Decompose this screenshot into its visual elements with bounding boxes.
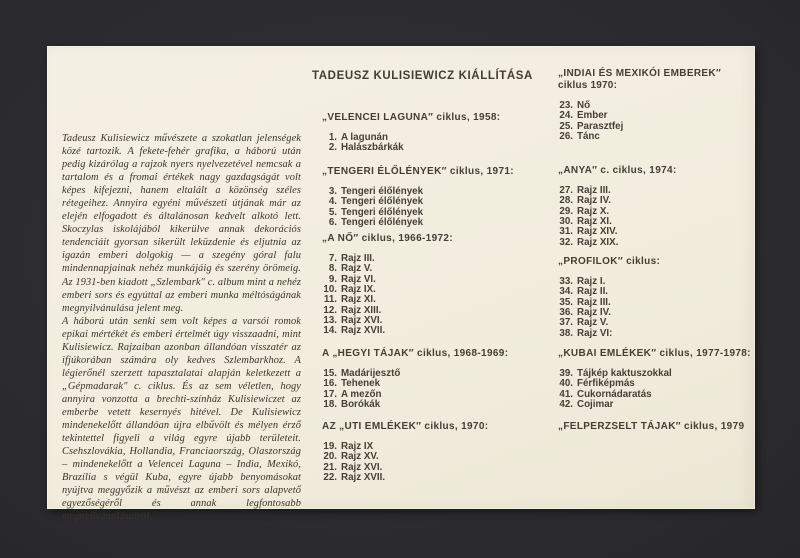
work-number: 28.	[559, 195, 573, 207]
series-heading: „INDIAI ÉS MEXIKÓI EMBEREK″	[558, 68, 722, 79]
work-title: Parasztfej	[577, 120, 624, 132]
work-series-section	[558, 421, 764, 442]
work-title: Tájkép kaktuszokkal	[577, 368, 672, 379]
work-number: 13.	[323, 315, 337, 327]
work-number: 41.	[559, 388, 573, 400]
work-title: Rajz I.	[577, 276, 606, 287]
work-number: 15.	[323, 368, 337, 379]
work-number: 23.	[559, 100, 573, 111]
work-title: Cukornádaratás	[577, 388, 652, 400]
work-series-section	[322, 112, 532, 154]
work-list	[558, 369, 764, 410]
series-heading: „PROFILOK″ ciklus:	[558, 256, 661, 267]
work-item	[558, 132, 764, 142]
work-series-section	[322, 233, 532, 337]
work-number: 4.	[328, 196, 337, 208]
work-number: 14.	[323, 325, 337, 337]
work-number: 25.	[559, 120, 573, 132]
work-title: Rajz XVII.	[341, 472, 386, 484]
work-number: 16.	[323, 378, 337, 390]
work-title: Tengeri élőlények	[341, 186, 424, 197]
series-heading: „VELENCEI LAGUNA″ ciklus, 1958:	[322, 112, 501, 123]
work-title: A lagunán	[341, 132, 388, 143]
work-number: 33.	[559, 276, 573, 287]
work-number: 5.	[328, 206, 337, 218]
work-series-section	[558, 256, 764, 339]
work-title: Tengeri élőlények	[341, 217, 424, 229]
series-heading-line2: ciklus 1970:	[558, 80, 618, 91]
work-series-section	[322, 348, 532, 410]
work-number: 1.	[328, 132, 337, 143]
work-title: Rajz XVI.	[341, 315, 383, 327]
work-item	[322, 400, 532, 410]
work-title: Rajz XV.	[341, 451, 379, 463]
essay-paragraph: A háború után senki sem volt képes a varsói romok epikai mértékét és emberi értelmét úgy visszaadni, mint Kulisiewicz. Rajzaiban azonban állandóan visszatér az ifjúkorában számára oly kedves Szlembarkhoz. A légierőnél szerzett tapasztalatai alapján keletkezett a „Gépmadarak″ c. ciklus. És az sem véletlen, hogy annyira vonzotta a brechti-színház Kulisiewiczet az emberbe vetett kesernyés hitével. De Kulisiewicz mindenekelőtt állandóan újra elbűvölt és mélyen érző tekintettel figyeli a világ egyre újabb területeit. Csehszlovákia, Hollandia, Franciaország, Olaszország – mindenekelőtt a Velencei Laguna – India, Mexikó, Brazília s végül Kuba, egyre újabb benyomásokat nyújtva meggyőzik a művészt az emberi sors alapvető egyezőségéről és annak legfontosabb megnyilvánulásairól.	[62, 315, 301, 523]
work-number: 36.	[559, 307, 573, 319]
work-title: Rajz XIII.	[341, 304, 382, 316]
work-title: Rajz IX.	[341, 284, 376, 296]
work-title: Tehenek	[341, 378, 381, 390]
work-item	[558, 329, 764, 339]
work-item	[322, 143, 532, 153]
series-heading: „KUBAI EMLÉKEK″ ciklus, 1977-1978:	[558, 348, 751, 359]
work-number: 12.	[323, 304, 337, 316]
work-number: 21.	[323, 461, 337, 473]
work-title: Rajz XIX.	[577, 236, 619, 248]
work-number: 37.	[559, 317, 573, 329]
work-item	[558, 400, 764, 410]
work-list	[558, 101, 764, 142]
work-number: 29.	[559, 205, 573, 217]
work-number: 19.	[323, 441, 337, 452]
work-number: 31.	[559, 226, 573, 238]
work-number: 20.	[323, 451, 337, 463]
work-title: Tengeri élőlények	[341, 196, 424, 208]
work-title: Rajz XVII.	[341, 325, 386, 337]
work-number: 26.	[559, 131, 573, 143]
series-heading: „ANYA″ c. ciklus, 1974:	[558, 165, 677, 176]
work-number: 8.	[328, 263, 337, 275]
work-title: Madárijesztő	[341, 368, 401, 379]
works-column-right	[556, 68, 766, 508]
work-number: 39.	[559, 368, 573, 379]
work-number: 18.	[323, 399, 337, 411]
work-number: 7.	[328, 253, 337, 264]
work-title: Rajz VI.	[341, 273, 376, 285]
work-title: Rajz VI:	[577, 327, 613, 339]
work-item	[322, 218, 532, 228]
work-title: Rajz V.	[341, 263, 373, 275]
work-number: 6.	[328, 217, 337, 229]
work-title: Rajz XI.	[577, 216, 612, 228]
work-item	[558, 238, 764, 248]
work-title: Rajz XI.	[341, 294, 376, 306]
work-title: Rajz XVI.	[341, 461, 383, 473]
work-series-section	[322, 166, 532, 228]
essay-paragraph: Tadeusz Kulisiewicz művészete a szokatlan jelenségek közé tartozik. A fekete-fehér grafika, a háború után pedig kizárólag a rajzok nyers nyelvezetével nemcsak a tartalom és a fromai értékek nagy gazdagságát volt képes kifejezni, hanem eltalált a közönség széles rétegeihez. Annyira egyéni művészeti útjának már az elején elfogadott és általánosan kedvelt alkotó lett. Skoczylas iskolájából kikerülve annak dekorációs tendenciáit gyorsan sikerült leküzdenie és eljutnia az igazán emberi dolgokig — a szegény góral falu mindennapjainak nehéz munkájáig és szerény örömeig. Az 1931-ben kiadott „Szlembark″ c. album mint a nehéz emberi sors és egyúttal az emberi munka méltóságának megnyilvánulása jelent meg.	[62, 133, 301, 314]
work-number: 32.	[559, 236, 573, 248]
work-number: 24.	[559, 110, 573, 122]
work-number: 11.	[323, 294, 337, 306]
work-list	[322, 187, 532, 228]
work-title: Rajz III.	[341, 253, 375, 264]
work-title: Cojimar	[577, 399, 614, 411]
work-number: 42.	[559, 399, 573, 411]
work-title: Rajz X.	[577, 205, 610, 217]
work-list	[322, 369, 532, 410]
work-number: 9.	[328, 273, 337, 285]
work-number: 30.	[559, 216, 573, 228]
work-title: Rajz II.	[577, 286, 609, 298]
work-title: Rajz XIV.	[577, 226, 618, 238]
work-title: Rajz IV.	[577, 307, 611, 319]
series-heading: A „HEGYI TÁJAK″ ciklus, 1968-1969:	[322, 348, 509, 359]
work-list	[322, 442, 532, 483]
work-number: 38.	[559, 327, 573, 339]
work-number: 27.	[559, 185, 573, 196]
work-title: Rajz V.	[577, 317, 609, 329]
work-series-section	[558, 68, 764, 142]
work-list	[322, 254, 532, 337]
work-title: Férfiképmás	[577, 378, 635, 390]
work-title: Tengeri élőlények	[341, 206, 424, 218]
catalog-page	[47, 46, 755, 523]
work-series-section	[558, 348, 764, 410]
work-number: 2.	[328, 142, 337, 154]
series-heading: „FELPERZSELT TÁJAK″ ciklus, 1979	[558, 421, 745, 432]
work-series-section	[558, 165, 764, 248]
work-title: A mezőn	[341, 388, 382, 400]
work-title: Ember	[577, 110, 608, 122]
series-heading: „TENGERI ÉLŐLÉNYEK″ ciklus, 1971:	[322, 166, 514, 177]
series-heading: AZ „UTI EMLÉKEK″ ciklus, 1970:	[322, 421, 489, 432]
work-series-section	[322, 421, 532, 483]
work-number: 3.	[328, 186, 337, 197]
work-title: Nő	[577, 100, 591, 111]
work-number: 35.	[559, 296, 573, 308]
work-list	[558, 186, 764, 248]
work-list	[322, 133, 532, 154]
work-number: 34.	[559, 286, 573, 298]
work-item	[322, 326, 532, 336]
essay-column	[62, 132, 301, 523]
work-number: 10.	[323, 284, 337, 296]
work-number: 40.	[559, 378, 573, 390]
work-title: Rajz IV.	[577, 195, 611, 207]
works-column-left	[312, 70, 537, 500]
work-title: Rajz III.	[577, 296, 611, 308]
work-list	[558, 277, 764, 339]
page-title: TADEUSZ KULISIEWICZ KIÁLLÍTÁSA	[312, 70, 533, 82]
work-title: Halászbárkák	[341, 142, 404, 154]
series-heading: „A NŐ″ ciklus, 1966-1972:	[322, 233, 454, 244]
work-title: Borókák	[341, 399, 381, 411]
work-number: 17.	[323, 388, 337, 400]
work-title: Tánc	[577, 131, 600, 143]
work-title: Rajz III.	[577, 185, 611, 196]
work-title: Rajz IX	[341, 441, 374, 452]
work-number: 22.	[323, 472, 337, 484]
work-item	[322, 473, 532, 483]
